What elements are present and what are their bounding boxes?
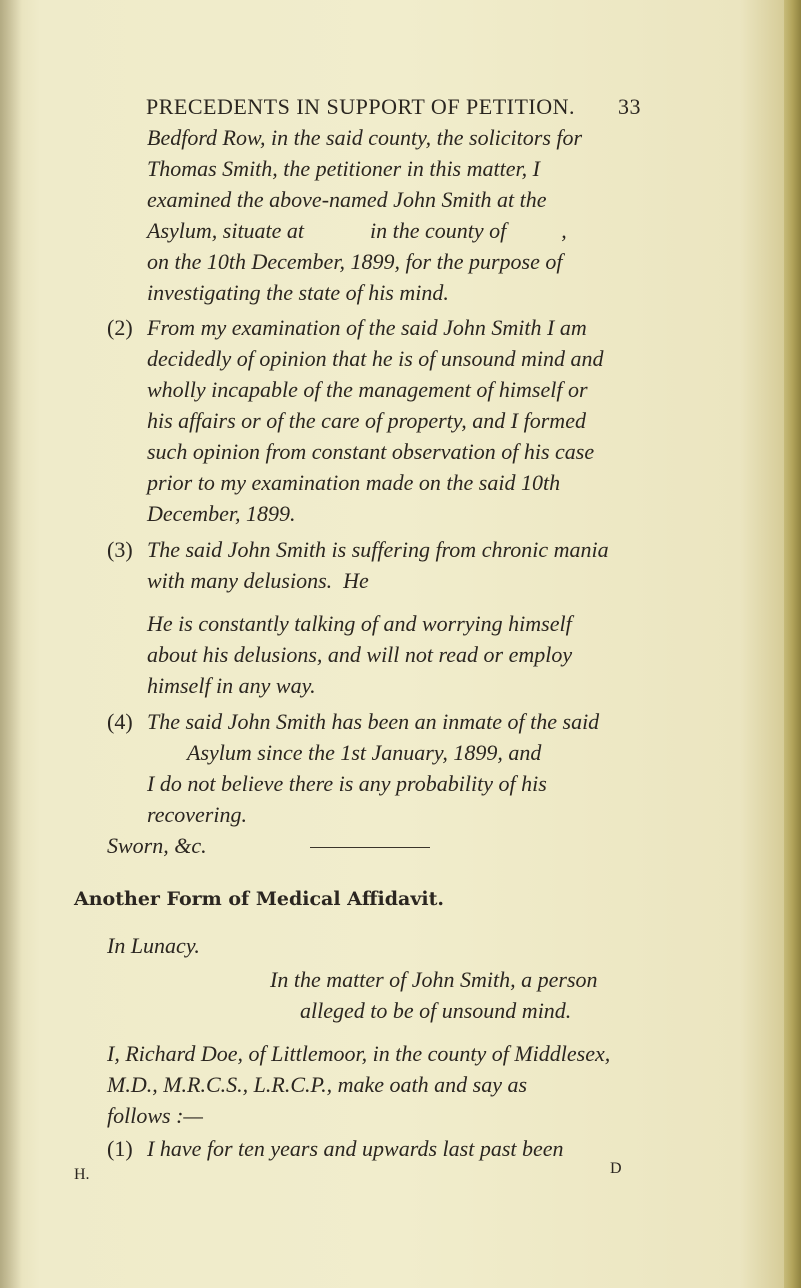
- sworn-clause: Sworn, &c.: [107, 833, 207, 858]
- paragraph-line: his affairs or of the care of property, and I formed: [147, 408, 586, 433]
- paragraph-line: such opinion from constant observation of his case: [147, 439, 595, 464]
- paragraph-line: with many delusions. He: [147, 568, 369, 593]
- section-divider: [310, 847, 430, 848]
- paragraph-number: (2): [107, 315, 133, 340]
- matter-line: alleged to be of unsound mind.: [300, 998, 572, 1023]
- deponent-line: I, Richard Doe, of Littlemoor, in the county of Middlesex,: [107, 1041, 611, 1066]
- paragraph-line: decidedly of opinion that he is of unsound mind and: [147, 346, 604, 371]
- signature-mark-right: D: [610, 1160, 622, 1177]
- page-edge: [784, 0, 801, 1288]
- section-heading: Another Form of Medical Affidavit.: [74, 888, 444, 910]
- paragraph-line: The said John Smith has been an inmate of the said: [147, 709, 600, 734]
- signature-mark-left: H.: [74, 1166, 90, 1183]
- paragraph-line: Asylum since the 1st January, 1899, and: [187, 740, 542, 765]
- opening-line: investigating the state of his mind.: [147, 280, 449, 305]
- page-number: 33: [618, 94, 641, 119]
- deponent-line: M.D., M.R.C.S., L.R.C.P., make oath and say as: [107, 1072, 528, 1097]
- gutter-shadow: [0, 0, 22, 1288]
- paragraph-line: wholly incapable of the management of himself or: [147, 377, 588, 402]
- paragraph-line: prior to my examination made on the said 10th: [147, 470, 561, 495]
- paragraph-number: (3): [107, 537, 133, 562]
- paragraph-line: about his delusions, and will not read or employ: [147, 642, 573, 667]
- opening-line: examined the above-named John Smith at the: [147, 187, 547, 212]
- paragraph-number: (1): [107, 1136, 133, 1161]
- paragraph-number: (4): [107, 709, 133, 734]
- deponent-line: follows :—: [107, 1103, 203, 1128]
- opening-line: Thomas Smith, the petitioner in this matter, I: [147, 156, 540, 181]
- paragraph-line: The said John Smith is suffering from chronic mania: [147, 537, 609, 562]
- paragraph-line: He is constantly talking of and worrying himself: [147, 611, 572, 636]
- running-title: PRECEDENTS IN SUPPORT OF PETITION.: [146, 94, 576, 119]
- in-lunacy: In Lunacy.: [107, 933, 200, 958]
- opening-line: Bedford Row, in the said county, the solicitors for: [147, 125, 583, 150]
- opening-line: on the 10th December, 1899, for the purpose of: [147, 249, 563, 274]
- opening-line: Asylum, situate at in the county of ,: [147, 218, 567, 243]
- paragraph-line: recovering.: [147, 802, 247, 827]
- paragraph-line: From my examination of the said John Smith I am: [147, 315, 587, 340]
- paragraph-line: himself in any way.: [147, 673, 316, 698]
- matter-line: In the matter of John Smith, a person: [270, 967, 598, 992]
- paragraph-line: December, 1899.: [147, 501, 296, 526]
- paragraph-line: I have for ten years and upwards last past been: [147, 1136, 564, 1161]
- paragraph-line: I do not believe there is any probability of his: [147, 771, 547, 796]
